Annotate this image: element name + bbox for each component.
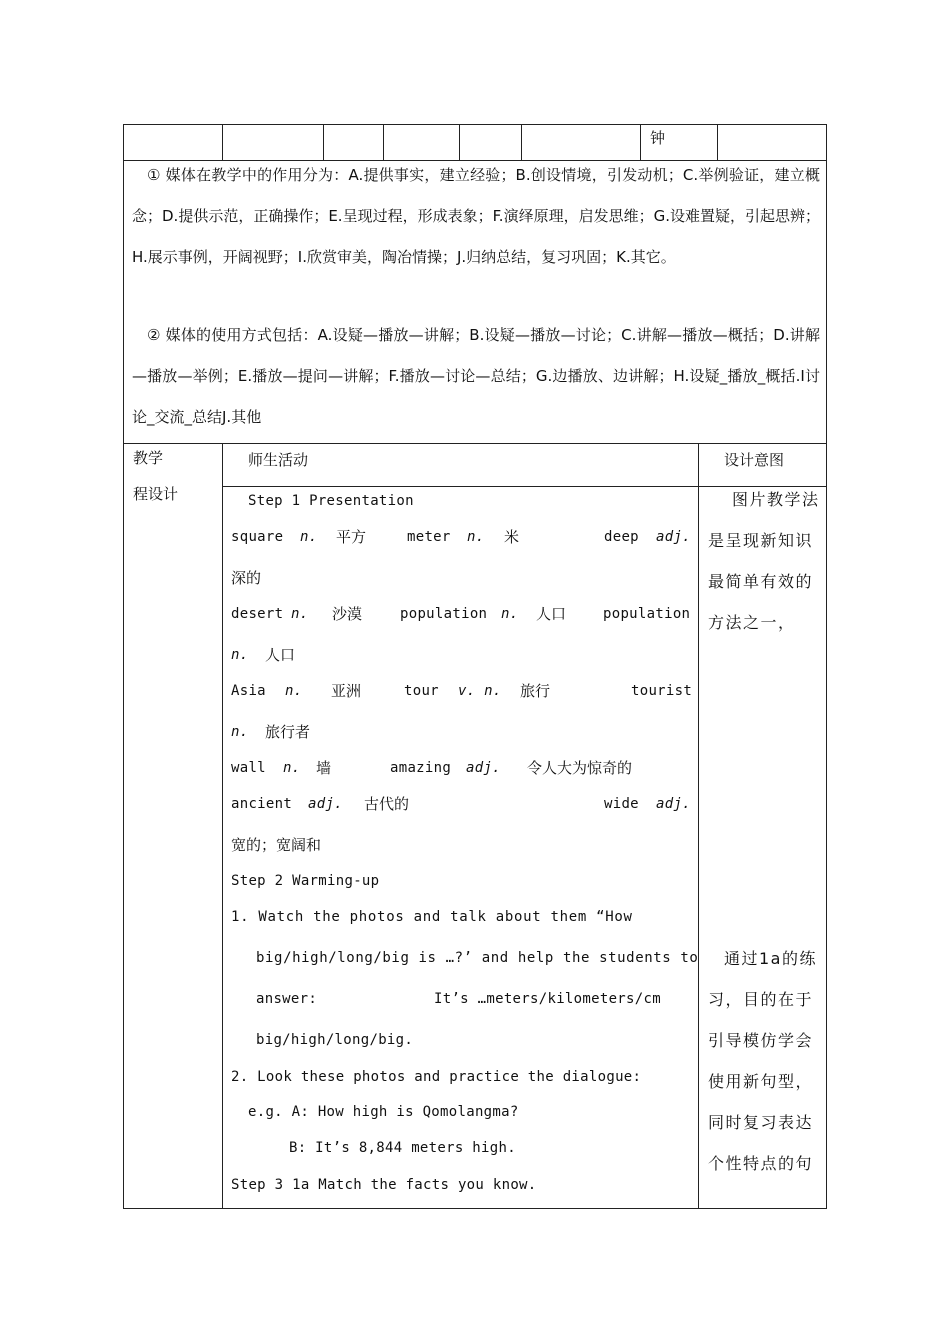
top-row-cell-text: 钟: [650, 129, 666, 147]
vocab-word: tour: [404, 683, 439, 699]
section-label-2: 程设计: [133, 485, 179, 503]
vocab-meaning: 古代的: [364, 795, 410, 813]
vocab-pos: n.: [231, 647, 249, 663]
vocab-meaning: 宽的；宽阔和: [231, 836, 322, 854]
step2-item1-line4: big/high/long/big.: [256, 1032, 414, 1048]
design-note-line: 图片教学法: [732, 490, 820, 509]
dialogue-example-a: e.g. A: How high is Qomolangma?: [248, 1104, 519, 1120]
col-header-activities: 师生活动: [248, 451, 309, 469]
vocab-word: desert: [231, 606, 284, 622]
vocab-pos: n.: [300, 529, 318, 545]
vocab-meaning: 平方: [336, 528, 367, 546]
vocab-pos: n.: [501, 606, 519, 622]
table-border-right: [826, 124, 827, 1209]
design-divider: [698, 443, 699, 1208]
design-note-line: 通过1a的练: [724, 949, 817, 968]
vocab-meaning: 沙漠: [332, 605, 363, 623]
vocab-pos: n.: [285, 683, 303, 699]
design-note-line: 使用新句型，: [708, 1072, 814, 1091]
table-border-top: [123, 124, 827, 125]
design-note-line: 习，目的在于: [708, 990, 814, 1009]
vocab-word: meter: [407, 529, 451, 545]
vocab-pos: n.: [291, 606, 309, 622]
vocab-pos: n.: [283, 760, 301, 776]
step2-item1-line3b: It’s …meters/kilometers/cm: [434, 991, 661, 1007]
table-border-bottom: [123, 1208, 827, 1209]
vocab-word: amazing: [390, 760, 452, 776]
vocab-word: population: [400, 606, 488, 622]
vocab-word: tourist: [631, 683, 693, 699]
step2-heading: Step 2 Warming-up: [231, 873, 380, 889]
vocab-meaning: 米: [504, 528, 520, 546]
step3-heading: Step 3 1a Match the facts you know.: [231, 1177, 537, 1193]
step2-item1-line3a: answer:: [256, 991, 318, 1007]
design-note-line: 方法之一，: [708, 613, 796, 632]
step2-item2: 2. Look these photos and practice the dialogue:: [231, 1069, 642, 1085]
design-note-line: 个性特点的句: [708, 1154, 814, 1173]
section-label-1: 教学: [133, 449, 164, 467]
vocab-pos: adj.: [308, 796, 343, 812]
step2-item1-line2: big/high/long/big is …?’ and help the students to: [256, 950, 699, 966]
row-divider-2: [123, 443, 827, 444]
col-header-design: 设计意图: [724, 451, 785, 469]
vocab-word: square: [231, 529, 284, 545]
vocab-word: deep: [604, 529, 639, 545]
vocab-pos: adj.: [466, 760, 501, 776]
vocab-pos: adj.: [656, 796, 691, 812]
step2-item1-line1: 1. Watch the photos and talk about them “How: [231, 909, 633, 925]
design-note-line: 最简单有效的: [708, 572, 814, 591]
vocab-pos: adj.: [656, 529, 691, 545]
design-note-line: 是呈现新知识: [708, 531, 814, 550]
vocab-pos: v. n.: [458, 683, 502, 699]
vocab-meaning: 旅行: [520, 682, 551, 700]
vocab-pos: n.: [467, 529, 485, 545]
vocab-meaning: 旅行者: [265, 723, 311, 741]
vocab-meaning: 令人大为惊奇的: [527, 759, 633, 777]
vocab-meaning: 人口: [265, 646, 296, 664]
vocab-word: ancient: [231, 796, 293, 812]
table-border-left: [123, 124, 124, 1209]
media-roles-text: ① 媒体在教学中的作用分为：A.提供事实，建立经验；B.创设情境，引发动机；C.举例验证，建立概念；D.提供示范，正确操作；E.呈现过程，形成表象；F.演绎原理，启发思维；G.设难置疑，引起思辨；H.展示事例，开阔视野；I.欣赏审美，陶冶情操；J.归纳总结，复习巩固；K.其它。: [132, 166, 820, 266]
vocab-word: wide: [604, 796, 639, 812]
design-note-line: 同时复习表达: [708, 1113, 814, 1132]
design-note-2: [708, 938, 820, 1184]
vocab-meaning: 深的: [231, 569, 262, 587]
design-note-line: 引导模仿学会: [708, 1031, 814, 1050]
step1-heading: Step 1 Presentation: [248, 493, 414, 509]
vocab-pos: n.: [231, 724, 249, 740]
design-note-1: [708, 479, 820, 643]
vocab-word: wall: [231, 760, 266, 776]
vocab-word: Asia: [231, 683, 266, 699]
dialogue-example-b: B: It’s 8,844 meters high.: [289, 1140, 516, 1156]
vocab-meaning: 亚洲: [331, 682, 362, 700]
vocab-meaning: 人口: [536, 605, 567, 623]
media-usage-text: ② 媒体的使用方式包括：A.设疑—播放—讲解；B.设疑—播放—讨论；C.讲解—播放—概括；D.讲解—播放—举例；E.播放—提问—讲解；F.播放—讨论—总结；G.边播放、边讲解；H.设疑_播放_概括.I讨论_交流_总结J.其他: [132, 326, 820, 426]
vocab-word: population: [603, 606, 691, 622]
section-divider: [222, 443, 223, 1208]
vocab-meaning: 墙: [316, 759, 332, 777]
